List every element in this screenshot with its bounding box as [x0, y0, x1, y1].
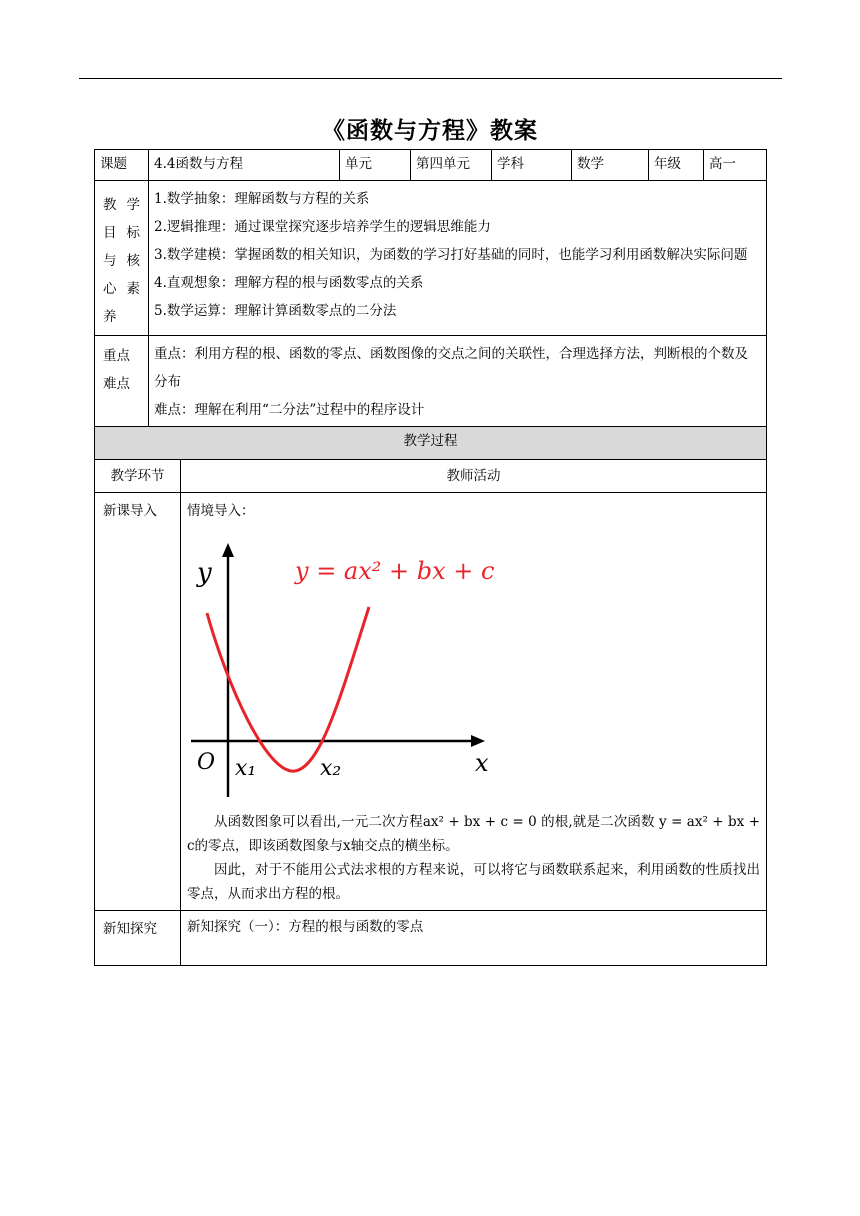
- goal-item: 3.数学建模：掌握函数的相关知识，为函数的学习打好基础的同时，也能学习利用函数解决实际问题: [154, 247, 748, 263]
- root2-label: x₂: [320, 756, 342, 781]
- root1-label: x₁: [235, 756, 257, 781]
- intro-stage: 新课导入: [95, 493, 181, 911]
- origin-label: O: [197, 750, 216, 775]
- keypoints-label-line: 难点: [103, 376, 130, 392]
- intro-lead: 情境导入：: [187, 503, 255, 519]
- keypoints-label-line: 重点: [103, 348, 130, 364]
- info-row: [95, 150, 767, 181]
- intro-row: [95, 493, 767, 911]
- key-point-text: 重点：利用方程的根、函数的零点、函数图像的交点之间的关联性，合理选择方法，判断根的个数及分布: [154, 346, 748, 390]
- subject-label: 学科: [492, 150, 572, 181]
- page-title: 《函数与方程》教案: [322, 118, 538, 144]
- topic-value: 4.4函数与方程: [149, 150, 340, 181]
- process-section-title: 教学过程: [95, 427, 767, 460]
- explore-stage: 新知探究: [95, 911, 181, 966]
- keypoints-label: [95, 336, 149, 427]
- stage-column-header: 教学环节: [95, 460, 181, 493]
- process-title-row: [95, 427, 767, 460]
- y-axis-arrow-icon: [222, 543, 234, 557]
- goals-label-line: 心 素: [103, 281, 140, 297]
- activity-column-header: 教师活动: [181, 460, 767, 493]
- process-header-row: [95, 460, 767, 493]
- goal-item: 4.直观想象：理解方程的根与函数零点的关系: [154, 275, 424, 291]
- keypoints-content: [149, 336, 767, 427]
- lesson-plan-table: [94, 149, 767, 966]
- goal-item: 2.逻辑推理：通过课堂探究逐步培养学生的逻辑思维能力: [154, 219, 491, 235]
- equation-label: y = ax² + bx + c: [295, 557, 495, 585]
- unit-value: 第四单元: [411, 150, 492, 181]
- grade-value: 高一: [704, 150, 767, 181]
- intro-activity: [181, 493, 767, 911]
- goals-row: [95, 181, 767, 336]
- x-axis-label: x: [475, 749, 489, 777]
- header-rule: [79, 78, 782, 79]
- goals-label-line: 教 学: [103, 197, 140, 213]
- keypoints-row: [95, 336, 767, 427]
- subject-value: 数学: [572, 150, 649, 181]
- unit-label: 单元: [340, 150, 411, 181]
- parabola-curve: [207, 607, 369, 771]
- topic-label: 课题: [95, 150, 149, 181]
- goals-label: [95, 181, 149, 336]
- grade-label: 年级: [649, 150, 704, 181]
- goals-content: [149, 181, 767, 336]
- goals-label-line: 养: [103, 309, 117, 325]
- goal-item: 5.数学运算：理解计算函数零点的二分法: [154, 303, 397, 319]
- quadratic-graph: [187, 535, 497, 800]
- intro-paragraph: 从函数图象可以看出,一元二次方程ax² + bx + c = 0 的根,就是二次函数 y = ax² + bx + c的零点，即该函数图象与x轴交点的横坐标。: [187, 814, 761, 854]
- explore-activity: 新知探究（一）：方程的根与函数的零点: [181, 911, 767, 966]
- goals-label-line: 目 标: [103, 225, 140, 241]
- goals-label-line: 与 核: [103, 253, 140, 269]
- explore-row: [95, 911, 767, 966]
- y-axis-label: y: [197, 558, 212, 588]
- x-axis-arrow-icon: [471, 735, 485, 747]
- hard-point-text: 难点：理解在利用“二分法”过程中的程序设计: [154, 402, 425, 418]
- goal-item: 1.数学抽象：理解函数与方程的关系: [154, 191, 370, 207]
- intro-paragraph: 因此，对于不能用公式法求根的方程来说，可以将它与函数联系起来，利用函数的性质找出零点，从而求出方程的根。: [187, 862, 761, 902]
